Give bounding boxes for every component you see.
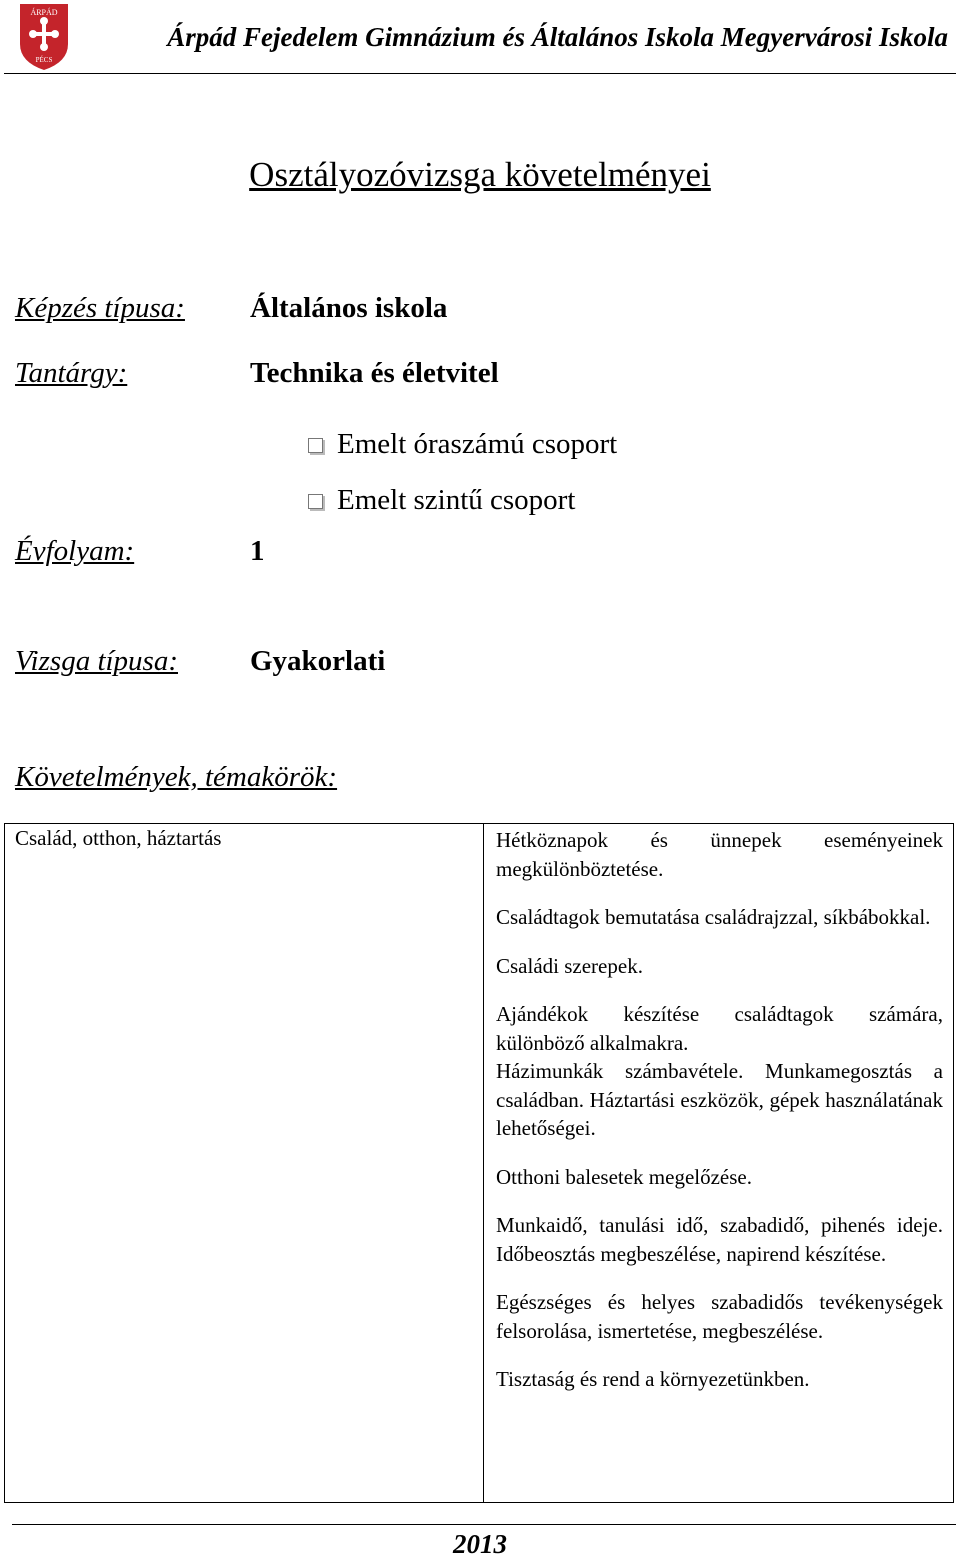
subject-label: Tantárgy: [15, 357, 128, 389]
school-name: Árpád Fejedelem Gimnázium és Általános Iskola Megyervárosi Iskola [167, 22, 948, 52]
school-logo [18, 2, 70, 72]
requirement-item: Munkaidő, tanulási idő, szabadidő, pihenés ideje. Időbeosztás megbeszélése, napirend készítése. [496, 1213, 943, 1266]
requirement-item: Ajándékok készítése családtagok számára, különböző alkalmakra. [496, 1002, 943, 1055]
training-type-value: Általános iskola [250, 292, 448, 324]
subject-value: Technika és életvitel [250, 357, 499, 389]
option-advanced-level[interactable] [308, 484, 575, 517]
topic-cell: Család, otthon, háztartás [15, 826, 222, 850]
exam-type-value: Gyakorlati [250, 645, 386, 677]
requirement-item: Családi szerepek. [496, 953, 643, 978]
training-type-label: Képzés típusa: [15, 292, 185, 324]
requirement-item: Családtagok bemutatása családrajzzal, síkbábokkal. [496, 905, 931, 929]
requirements-cell [496, 826, 943, 1414]
requirement-item: Otthoni balesetek megelőzése. [496, 1164, 752, 1189]
checkbox-icon[interactable] [308, 494, 323, 509]
table-column-divider [483, 823, 484, 1503]
logo-top-text: ÁRPÁD [30, 8, 58, 17]
footer-divider [12, 1524, 956, 1525]
requirement-item: Tisztaság és rend a környezetünkben. [496, 1367, 810, 1391]
requirement-item: Egészséges és helyes szabadidős tevékenységek felsorolása, ismertetése, megbeszélése. [496, 1290, 943, 1343]
requirements-heading: Követelmények, témakörök: [15, 761, 338, 793]
option-advanced-hours[interactable] [308, 428, 617, 461]
footer-year: 2013 [453, 1529, 507, 1559]
exam-type-label: Vizsga típusa: [15, 645, 178, 677]
grade-value: 1 [250, 535, 265, 567]
document-title: Osztályozóvizsga követelményei [249, 155, 711, 194]
requirement-item: Hétköznapok és ünnepek eseményeinek megkülönböztetése. [496, 828, 943, 881]
grade-label: Évfolyam: [15, 535, 135, 567]
requirement-item: Házimunkák számbavétele. Munkamegosztás a családban. Háztartási eszközök, gépek használatának lehetőségei. [496, 1059, 943, 1140]
option-label: Emelt szintű csoport [337, 484, 576, 516]
header-divider [4, 73, 956, 74]
checkbox-icon[interactable] [308, 438, 323, 453]
option-label: Emelt óraszámú csoport [337, 428, 618, 460]
logo-bottom-text: PÉCS [35, 56, 53, 64]
